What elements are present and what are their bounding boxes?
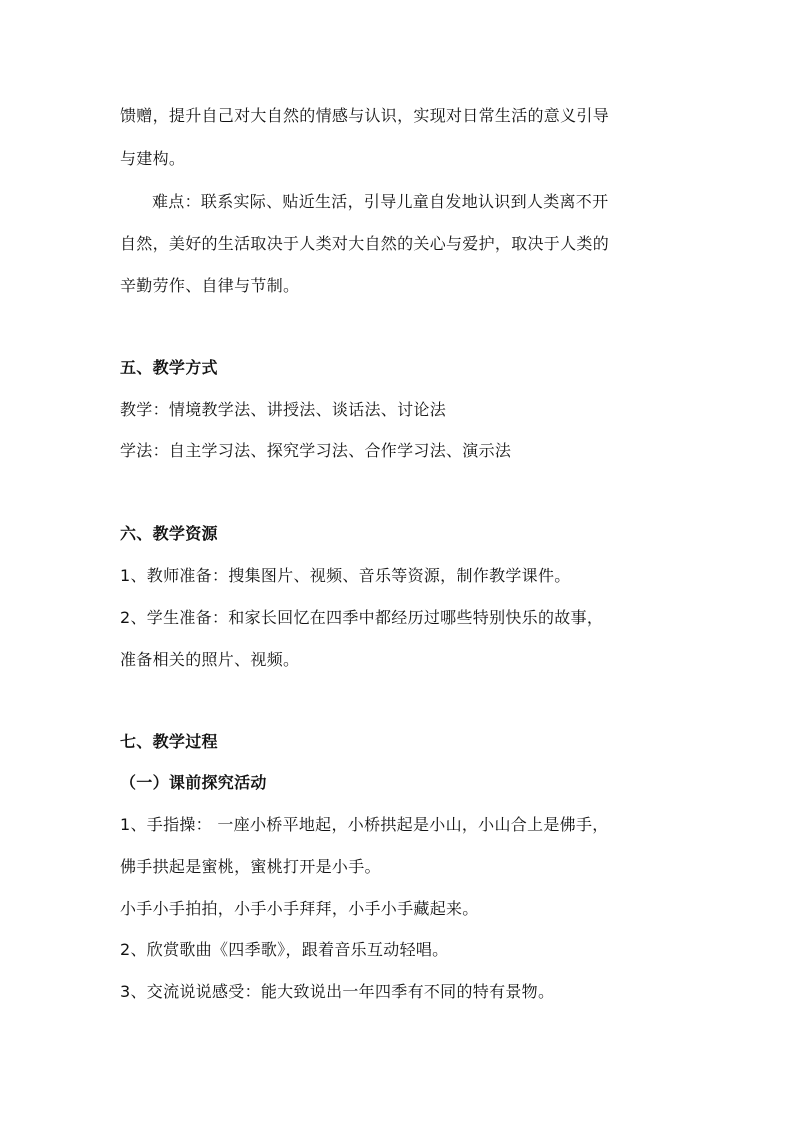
resource-item: 1、教师准备：搜集图片、视频、音乐等资源，制作教学课件。 <box>120 566 571 585</box>
paragraph-line: 与建构。 <box>120 149 186 168</box>
section-heading-teaching-methods: 五、教学方式 <box>120 358 218 377</box>
activity-item: 1、手指操： 一座小桥平地起，小桥拱起是小山，小山合上是佛手， <box>120 815 609 834</box>
activity-item: 3、交流说说感受：能大致说出一年四季有不同的特有景物。 <box>120 982 555 1001</box>
resource-item-continued: 准备相关的照片、视频。 <box>120 650 300 669</box>
section-heading-teaching-process: 七、教学过程 <box>120 732 218 751</box>
activity-item-continued: 佛手拱起是蜜桃，蜜桃打开是小手。 <box>120 857 381 876</box>
section-heading-teaching-resources: 六、教学资源 <box>120 524 218 543</box>
activity-item-continued: 小手小手拍拍，小手小手拜拜，小手小手藏起来。 <box>120 899 479 918</box>
paragraph-line: 馈赠，提升自己对大自然的情感与认识，实现对日常生活的意义引导 <box>120 106 610 125</box>
resource-item: 2、学生准备：和家长回忆在四季中都经历过哪些特别快乐的故事， <box>120 608 604 627</box>
subsection-heading: （一）课前探究活动 <box>120 773 267 792</box>
paragraph-line: 自然，美好的生活取决于人类对大自然的关心与爱护，取决于人类的 <box>120 234 610 253</box>
teaching-method-line: 教学：情境教学法、讲授法、谈话法、讨论法 <box>120 400 447 419</box>
difficulty-paragraph-line: 难点：联系实际、贴近生活，引导儿童自发地认识到人类离不开 <box>152 192 609 211</box>
learning-method-line: 学法：自主学习法、探究学习法、合作学习法、演示法 <box>120 441 512 460</box>
paragraph-line: 辛勤劳作、自律与节制。 <box>120 276 300 295</box>
activity-item: 2、欣赏歌曲《四季歌》，跟着音乐互动轻唱。 <box>120 940 449 959</box>
